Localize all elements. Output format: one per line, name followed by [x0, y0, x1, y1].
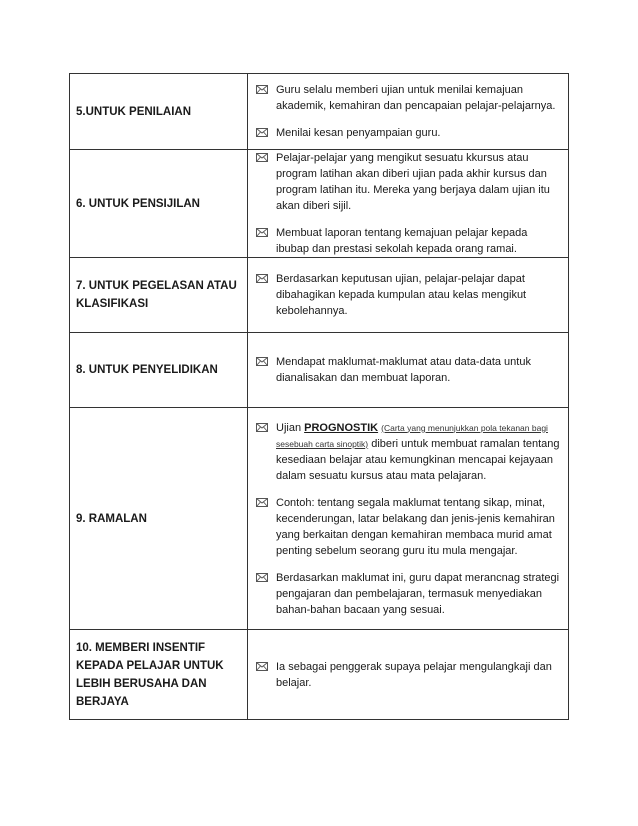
- list-item: [255, 354, 562, 386]
- item-text: diberi untuk membuat ramalan tentang kesediaan belajar atau kemungkinan mencapai kejayaan dalam sesuatu kursus atau mata pelajaran.: [276, 437, 560, 482]
- envelope-icon: [256, 153, 268, 162]
- envelope-icon: [256, 498, 268, 507]
- row-label: 9. RAMALAN: [70, 408, 248, 630]
- row-content: [248, 74, 569, 150]
- table-row: [70, 333, 569, 408]
- list-item: [255, 271, 562, 319]
- envelope-icon: [256, 357, 268, 366]
- item-text: Mendapat maklumat-maklumat atau data-data untuk dianalisakan dan membuat laporan.: [276, 356, 531, 384]
- table-row: [70, 408, 569, 630]
- item-text: Membuat laporan tentang kemajuan pelajar kepada ibubap dan prestasi sekolah kepada orang ramai.: [276, 227, 528, 255]
- bullet-list: [255, 354, 562, 386]
- envelope-icon: [256, 662, 268, 671]
- bullet-list: [255, 271, 562, 319]
- row-label: 8. UNTUK PENYELIDIKAN: [70, 333, 248, 408]
- bullet-list: [255, 150, 562, 257]
- item-text: Pelajar-pelajar yang mengikut sesuatu kkursus atau program latihan akan diberi ujian pada akhir kursus dan program latihan itu. Mereka yang berjaya dalam ujian itu akan diberi sijil.: [276, 152, 550, 212]
- item-text: Berdasarkan keputusan ujian, pelajar-pelajar dapat dibahagikan kepada kumpulan atau kelas mengikut kebolehannya.: [276, 273, 527, 317]
- row-content: [248, 333, 569, 408]
- item-text: Menilai kesan penyampaian guru.: [276, 127, 441, 139]
- row-label: 7. UNTUK PEGELASAN ATAU KLASIFIKASI: [70, 258, 248, 333]
- list-item: [255, 420, 562, 484]
- item-text: Contoh: tentang segala maklumat tentang sikap, minat, kecenderungan, latar belakang dan jenis-jenis kemahiran yang berkaitan dengan kemahiran membaca murid amat penting sebelum seorang guru itu mula mengajar.: [276, 496, 555, 557]
- envelope-icon: [256, 128, 268, 137]
- envelope-icon: [256, 573, 268, 582]
- list-item: [255, 125, 562, 141]
- row-label: 5.UNTUK PENILAIAN: [70, 74, 248, 150]
- envelope-icon: [256, 85, 268, 94]
- row-label: 10. MEMBERI INSENTIF KEPADA PELAJAR UNTUK LEBIH BERUSAHA DAN BERJAYA: [70, 630, 248, 720]
- envelope-icon: [256, 423, 268, 432]
- bullet-list: [255, 659, 562, 691]
- table-row: [70, 258, 569, 333]
- list-item: [255, 659, 562, 691]
- list-item: [255, 570, 562, 618]
- row-content: [248, 630, 569, 720]
- list-item: [255, 82, 562, 114]
- content-table: [69, 73, 569, 720]
- list-item: [255, 225, 562, 257]
- item-text: Berdasarkan maklumat ini, guru dapat merancnag strategi pengajaran dan pembelajaran, termasuk menyediakan bahan-bahan bacaan yang sesuai.: [276, 571, 560, 616]
- bullet-list: [255, 82, 562, 141]
- table-row: [70, 630, 569, 720]
- row-label: 6. UNTUK PENSIJILAN: [70, 150, 248, 258]
- table-row: [70, 150, 569, 258]
- row-content: [248, 150, 569, 258]
- keyword-prognostik: PROGNOSTIK: [304, 421, 379, 434]
- row-content: [248, 258, 569, 333]
- table-row: [70, 74, 569, 150]
- envelope-icon: [256, 228, 268, 237]
- bullet-list: [255, 420, 562, 618]
- item-text: Ia sebagai penggerak supaya pelajar mengulangkaji dan belajar.: [276, 660, 552, 689]
- envelope-icon: [256, 274, 268, 283]
- list-item: [255, 150, 562, 214]
- item-text: Guru selalu memberi ujian untuk menilai kemajuan akademik, kemahiran dan pencapaian pelajar-pelajarnya.: [276, 84, 556, 112]
- list-item: [255, 495, 562, 559]
- item-prefix: Ujian: [276, 421, 305, 434]
- keyword-note: (Carta yang menunjukkan pola tekanan bagi sesebuah carta sinoptik): [276, 422, 548, 449]
- row-content: [248, 408, 569, 630]
